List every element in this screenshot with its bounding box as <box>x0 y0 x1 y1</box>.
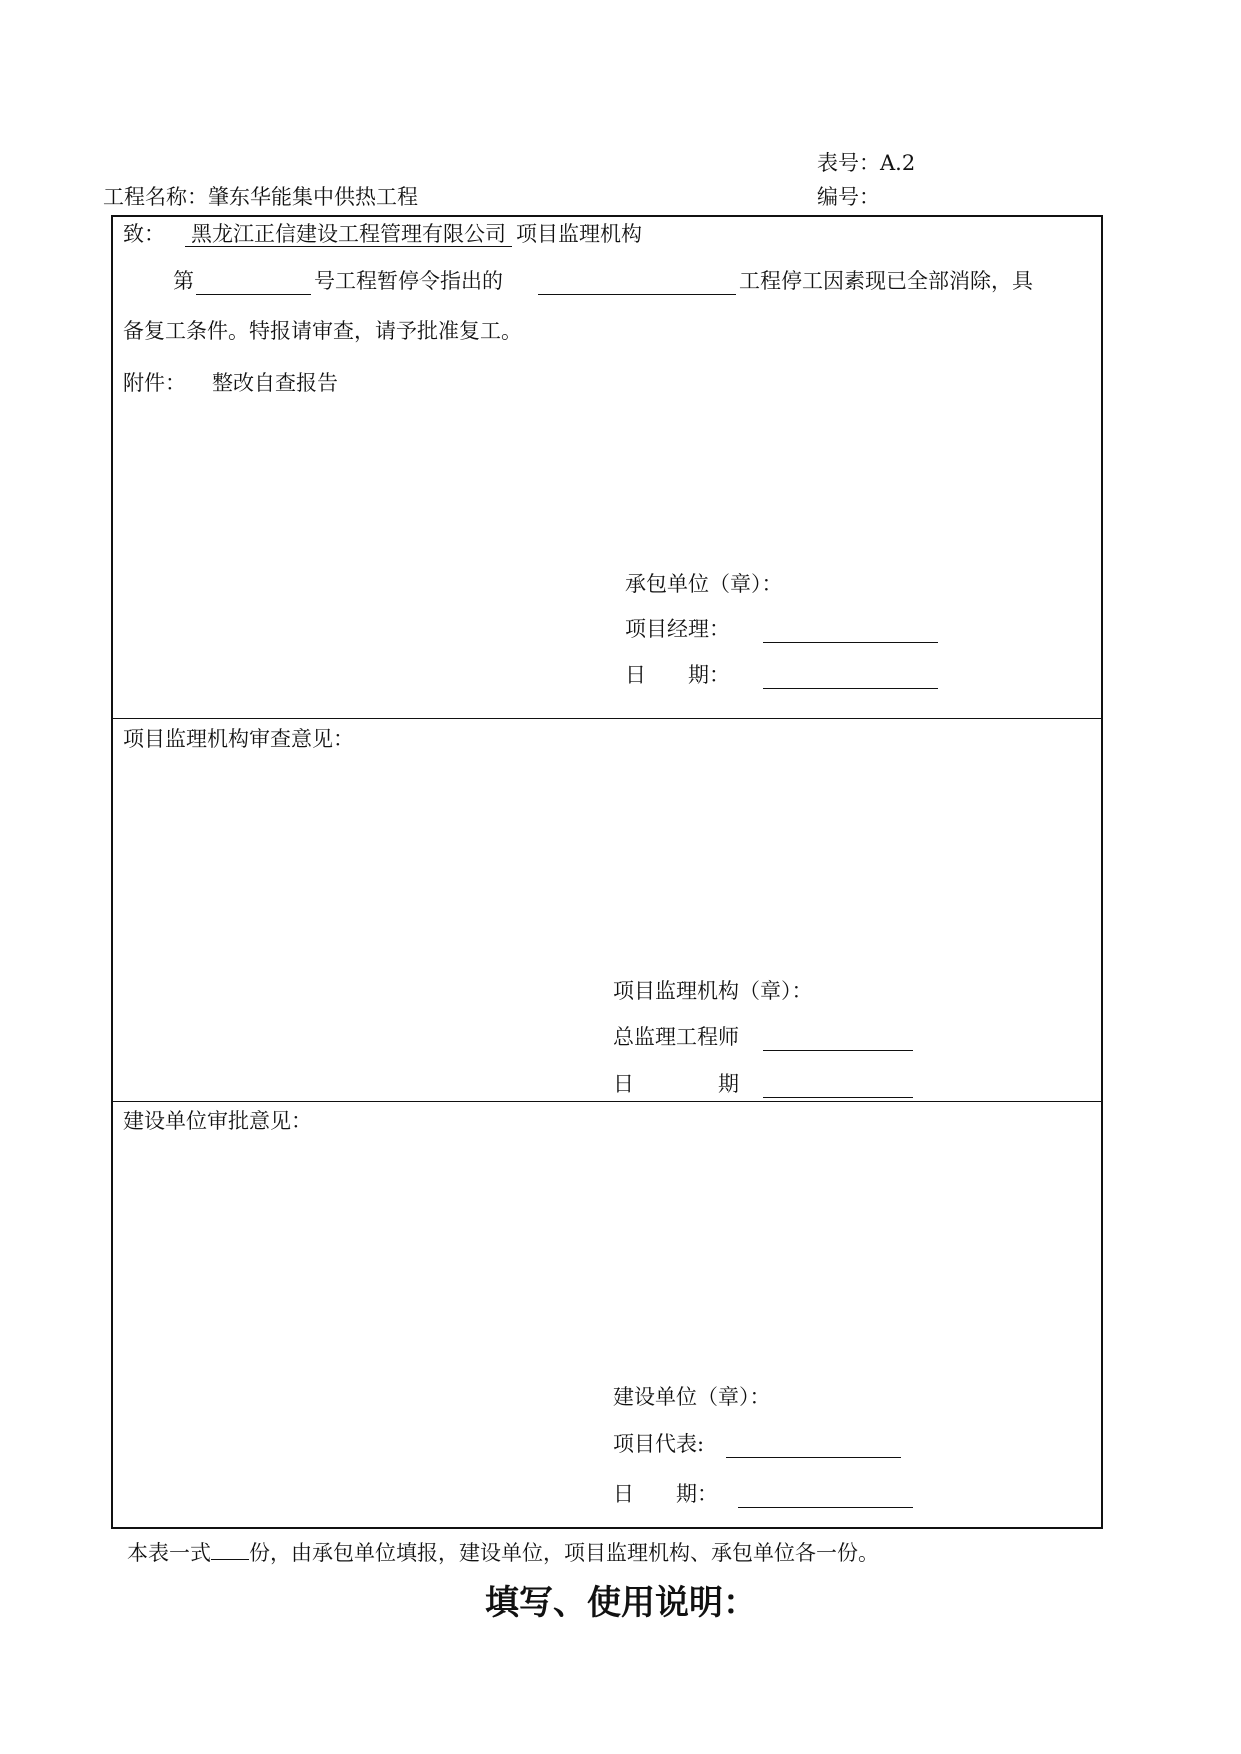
chief-engineer-blank[interactable] <box>763 1050 913 1051</box>
owner-date-label: 日 期： <box>613 1482 718 1506</box>
project-manager-label: 项目经理： <box>625 617 730 641</box>
line1-part-b: 号工程暂停令指出的 <box>314 269 503 293</box>
line2: 备复工条件。特报请审查，请予批准复工。 <box>123 319 522 343</box>
line1-part-c: 工程停工因素现已全部消除，具 <box>739 269 1033 293</box>
copies-note-part-b: 份，由承包单位填报，建设单位，项目监理机构、承包单位各一份。 <box>249 1541 879 1565</box>
project-name: 工程名称：肇东华能集中供热工程 <box>103 185 418 209</box>
instructions-title: 填写、使用说明： <box>485 1583 757 1623</box>
representative-label: 项目代表: <box>613 1432 705 1456</box>
form-number: 表号：A.2 <box>817 151 916 175</box>
project-manager-blank[interactable] <box>763 642 938 643</box>
line1-part-a: 第 <box>173 269 194 293</box>
attachment-label: 附件： <box>123 371 186 395</box>
supervision-review-title: 项目监理机构审查意见： <box>123 727 354 751</box>
supervision-seal-label: 项目监理机构（章）： <box>613 979 813 1003</box>
to-label: 致： <box>123 222 165 246</box>
owner-approval-title: 建设单位审批意见： <box>123 1109 312 1133</box>
contractor-seal-label: 承包单位（章）： <box>625 572 783 596</box>
owner-seal-label: 建设单位（章）： <box>613 1385 771 1409</box>
copies-note <box>127 1538 879 1564</box>
copies-note-part-a: 本表一式 <box>127 1541 211 1565</box>
copies-count-blank[interactable] <box>211 1538 249 1560</box>
owner-date-blank[interactable] <box>738 1507 913 1508</box>
form-table <box>111 215 1103 1529</box>
to-line <box>123 224 642 245</box>
work-scope-blank[interactable] <box>538 294 736 295</box>
to-suffix: 项目监理机构 <box>516 222 642 246</box>
supervision-date-blank[interactable] <box>763 1097 913 1098</box>
representative-blank[interactable] <box>726 1457 901 1458</box>
section-divider-2 <box>111 1101 1103 1102</box>
contractor-date-blank[interactable] <box>763 688 938 689</box>
to-company: 黑龙江正信建设工程管理有限公司 <box>185 222 512 247</box>
supervision-date-label: 日 期 <box>613 1072 739 1096</box>
attachment-value: 整改自查报告 <box>212 371 338 395</box>
chief-engineer-label: 总监理工程师 <box>613 1025 739 1049</box>
order-number-blank[interactable] <box>196 294 311 295</box>
contractor-date-label: 日 期： <box>625 663 730 687</box>
section-divider-1 <box>111 718 1103 719</box>
serial-number-label: 编号： <box>817 185 880 209</box>
